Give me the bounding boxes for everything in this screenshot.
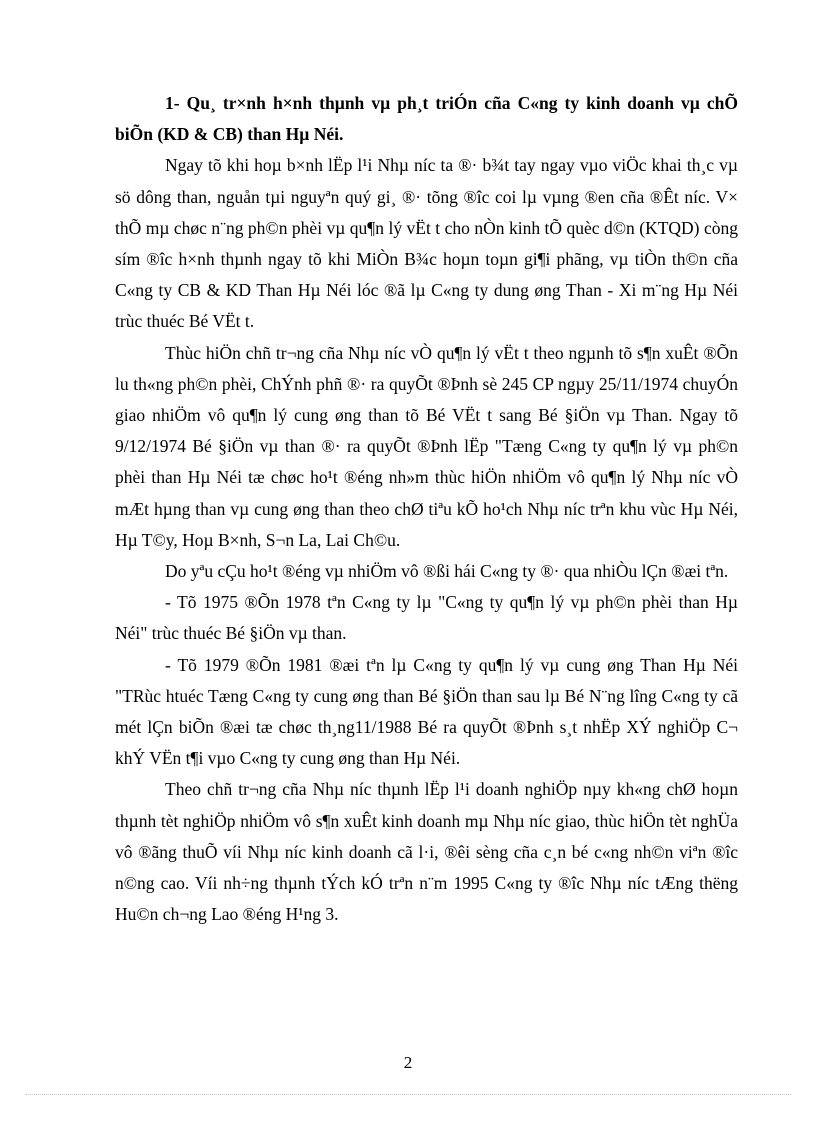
paragraph-5: - Tõ 1979 ®Õn 1981 ®æi tªn lµ C«ng ty qu¶n lý vµ cung øng Than Hµ Néi "TRùc htuéc Tæng C«ng ty cung øng than Bé §iÖn than sau lµ Bé N¨ng lîng C«ng ty cã mét lÇn biÕn ®æi tæ chøc th¸ng11/1988 Bé ra quyÕt ®Þnh s¸t nhËp XÝ nghiÖp C¬ khÝ VËn t¶i vµo C«ng ty cung øng than Hµ Néi. [115, 654, 738, 769]
paragraph-4: - Tõ 1975 ®Õn 1978 tªn C«ng ty lµ "C«ng ty qu¶n lý vµ ph©n phèi than Hµ Néi" trùc thuéc Bé §iÖn vµ than. [115, 592, 738, 644]
page-bottom-divider [25, 1094, 791, 1095]
paragraph-2: Thùc hiÖn chñ tr¬ng cña Nhµ níc vÒ qu¶n lý vËt t theo ngµnh tõ s¶n xuÊt ®Õn lu th«ng ph©n phèi, ChÝnh phñ ®· ra quyÕt ®Þnh sè 245 CP ngµy 25/11/1974 chuyÓn giao nhiÖm vô qu¶n lý cung øng than tõ Bé VËt t sang Bé §iÖn vµ Than. Ngay tõ 9/12/1974 Bé §iÖn vµ than ®· ra quyÕt ®Þnh lËp "Tæng C«ng ty qu¶n lý vµ ph©n phèi than Hµ Néi tæ chøc ho¹t ®éng nh»m thùc hiÖn nhiÖm vô qu¶n lý Nhµ níc vÒ mÆt hµng than vµ cung øng than theo chØ tiªu kÕ ho¹ch Nhµ níc trªn khu vùc Hµ Néi, Hµ T©y, Hoµ B×nh, S¬n La, Lai Ch©u. [115, 342, 738, 550]
paragraph-3: Do yªu cÇu ho¹t ®éng vµ nhiÖm vô ®ßi hái C«ng ty ®· qua nhiÒu lÇn ®æi tªn. [165, 561, 729, 582]
section-heading: 1- Qu¸ tr×nh h×nh thµnh vµ ph¸t triÓn cña C«ng ty kinh doanh vµ chÕ biÕn (KD & CB) than Hµ Néi. [115, 93, 738, 145]
paragraph-6: Theo chñ tr¬ng cña Nhµ níc thµnh lËp l¹i doanh nghiÖp nµy kh«ng chØ hoµn thµnh tèt nghiÖp nhiÖm vô s¶n xuÊt kinh doanh mµ Nhµ níc giao, thùc hiÖn tèt nghÜa vô ®ãng thuÕ víi Nhµ níc kinh doanh cã l·i, ®êi sèng cña c¸n bé c«ng nh©n viªn ®îc n©ng cao. Víi nh÷ng thµnh tÝch kÓ trªn n¨m 1995 C«ng ty ®îc Nhµ níc tÆng thëng Hu©n ch¬ng Lao ®éng H¹ng 3. [115, 779, 738, 925]
paragraph-1: Ngay tõ khi hoµ b×nh lËp l¹i Nhµ níc ta ®· b¾t tay ngay vµo viÖc khai th¸c vµ sö dông than, nguån tµi nguyªn quý gi¸ ®· tõng ®îc coi lµ vµng ®en cña ®Êt níc. V× thÕ mµ chøc n¨ng ph©n phèi vµ qu¶n lý vËt t cho nÒn kinh tÕ quèc d©n (KTQD) còng sím ®îc h×nh thµnh ngay tõ khi MiÒn B¾c hoµn toµn gi¶i phãng, vµ tiÒn th©n cña C«ng ty CB & KD Than Hµ Néi lóc ®ã lµ C«ng ty dung øng Than - Xi m¨ng Hµ Néi trùc thuéc Bé VËt t. [115, 155, 738, 332]
document-body [115, 88, 738, 930]
page-number: 2 [403, 1053, 413, 1072]
